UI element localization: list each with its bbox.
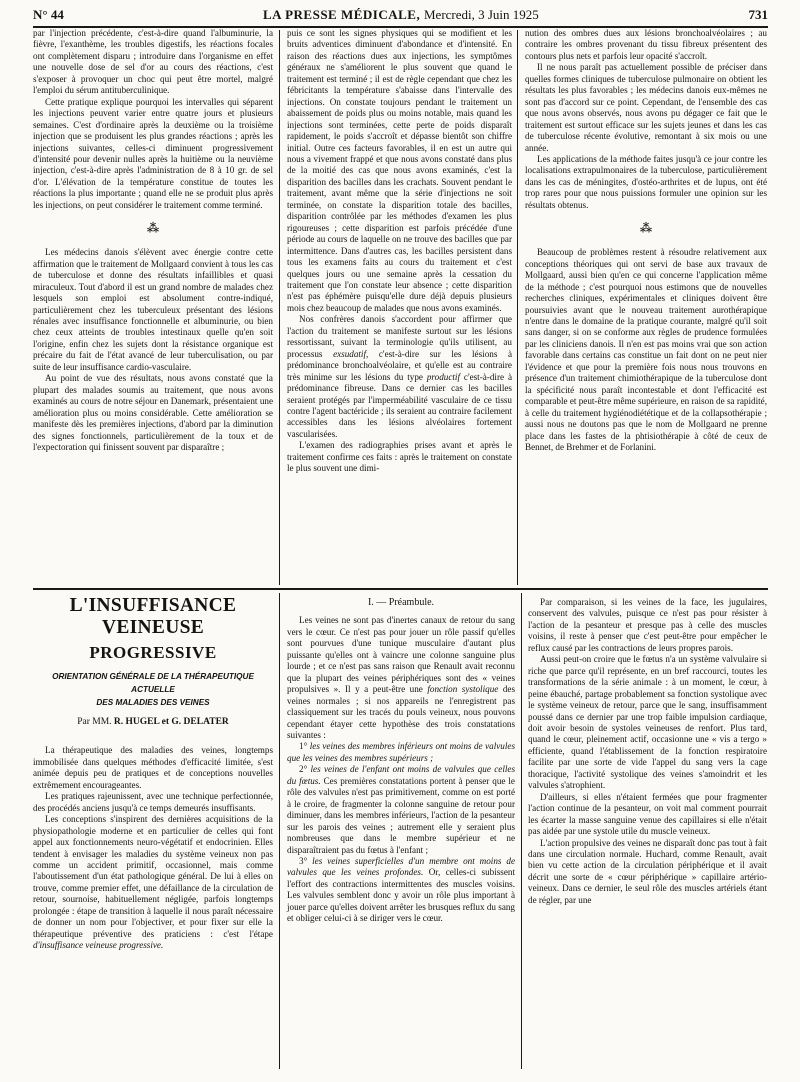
lower-column-2 — [287, 597, 515, 925]
paragraph — [287, 764, 515, 856]
column-rule — [517, 30, 518, 585]
section-heading: I. — Préambule. — [367, 597, 435, 608]
text-run: Les veines ne sont pas d'inertes canaux de retour du sang vers le cœur. Ce n'est pas pour jouer un rôle passif qu'elles sont pourvues d'une tunique musculaire d'autant plus puissante qu'elles ont à vaincre une colonne sanguine plus lourde ; et ce n'est pas sans raison que Renault avait reconnu que la plupart des veines périphériques sont des « veines propulsives ». Il y a peut-être une — [287, 615, 515, 695]
paragraph — [287, 856, 515, 925]
emphasis: productif — [426, 371, 460, 382]
text-run: , c'est-à-dire sur les lésions à prédominance bronchoalvéolaire, et qu'elle est au contraire très minime sur les lésions du type — [287, 348, 512, 382]
upper-column-1 — [33, 28, 273, 453]
emphasis: les veines des membres inférieurs ont moins de valvules que les veines des membres supérieurs ; — [287, 741, 515, 763]
paragraph: Les médecins danois s'élèvent avec énergie contre cette affirmation que le traitement de Mollgaard convient à tous les cas de tuberculose et donne des résultats infaillibles et quasi miraculeux. Tout d'abord il est un grand nombre de malades chez lesquels son emploi est absolument contre-indiqué, particulièrement chez les tuberculeux présentant des lésions rénales avec insuffisance fonctionnelle et albuminurie, ou bien chez ceux atteints de troubles intestinaux quelle qu'en soit l'origine, enfin chez les sujets dont la résistance organique est précaire du fait de l'état avancé de leur tuberculisation, ou par suite de leur insuffisance cardio-vasculaire. — [33, 247, 273, 372]
journal-masthead — [263, 7, 539, 23]
paragraph: Les pratiques rajeunissent, avec une technique perfectionnée, des procédés anciens jusqu'à ce temps demeurés insuffisants. — [33, 791, 273, 813]
article-title: L'INSUFFISANCE VEINEUSE — [69, 595, 237, 638]
emphasis: les veines superficielles d'un membre ont moins de valvules que les veines profondes. — [287, 855, 515, 878]
column-rule — [279, 593, 280, 1069]
paragraph — [287, 314, 512, 440]
journal-title: LA PRESSE MÉDICALE, — [263, 7, 421, 22]
column-rule — [279, 30, 280, 585]
emphasis: fonction systolique — [427, 684, 499, 695]
authors-prefix: Par MM. — [77, 717, 114, 727]
paragraph: L'action propulsive des veines ne disparaît donc pas tout à fait dans une circulation normale. Huchard, comme Renault, avait bien vu cette action de la circulation périphérique et il avait décrit une sorte de « cœur périphérique » capillaire artério-veineux. Dans ce dernier, le seul rôle des muscles artériels étant de régler, par une — [528, 837, 767, 905]
article-authors — [33, 717, 273, 728]
page-header — [33, 3, 768, 25]
text-run: Nos confrères danois s'accordent pour affirmer que l'action du traitement se manifeste surtout sur les lésions ressortissant, suivant la terminologie qu'ils utilisent, au processus — [287, 314, 512, 359]
paragraph: Par comparaison, si les veines de la face, les jugulaires, conservent des valvules, puisque ce n'est pas pour résister à l'action de la pesanteur et presque pas à celle des muscles voisins, il reste à penser que c'est peut-être pour empêcher le reflux causé par les contractions de leurs propres parois. — [528, 597, 767, 653]
issue-date: Mercredi, 3 Juin 1925 — [423, 7, 539, 22]
paragraph: nution des ombres dues aux lésions bronchoalvéolaires ; au contraire les ombres provenant du tissu fibreux présentent des contours plus nets et parfois leur opacité s'accroît. — [525, 28, 767, 61]
lower-column-1 — [33, 595, 273, 952]
text-run: 1° — [299, 741, 310, 752]
text-run: 2° — [299, 764, 311, 775]
text-run: des veines normales ; si nos appareils ne l'enregistrent pas classiquement sur les tracés du pouls veineux, nous pouvons cependant étayer cette hypothèse des trois constatations suivantes : — [287, 684, 516, 740]
emphasis: d'insuffisance veineuse progressive. — [33, 940, 164, 951]
paragraph: Beaucoup de problèmes restent à résoudre relativement aux conceptions théoriques qui ont servi de base aux travaux de Mollgaard, aussi bien qu'en ce qui concerne l'application même de la méthode ; c'est pourquoi nous estimons que de nouvelles recherches cliniques, expérimentales et cliniques doivent être poursuivies avant que le nouveau traitement aurothérapique n'entre dans le domaine de la pratique courante, malgré qu'il soit sans danger, si on se conforme aux règles de prudence formulées par les cliniciens danois. Il n'en est pas moins vrai que son action favorable dans certains cas constitue un fait dont on ne peut nier l'évidence et que pour la première fois nous nous trouvons en présence d'un traitement chimiothérapique de la tuberculose dont la spécificité nous paraît incontestable et dont l'efficacité est comparable et peut-être même supérieure, en raison de sa rapidité, à celle du traitement hygiénodiététique et de la collapsothérapie ; aussi nous ne doutons pas que le nom de Mollgaard ne prenne place dans les fastes de la phtisiothérapie à côté de ceux de Bennet, de Brehmer et de Forlanini. — [525, 247, 767, 452]
paragraph: Les applications de la méthode faites jusqu'à ce jour contre les localisations extrapulmonaires de la tuberculose, particulièrement dans les cas de méningites, d'ostéo-arthrites et de lupus, ont été trop rares pour que nous puissions formuler une opinion sur les résultats obtenus. — [525, 153, 767, 210]
page-number: 731 — [748, 7, 768, 22]
text-run: 3° — [299, 855, 313, 866]
paragraph — [33, 814, 273, 951]
paragraph: La thérapeutique des maladies des veines, longtemps immobilisée dans quelques méthodes d'efficacité limitée, s'est animée depuis peu de pratiques et de conceptions nouvelles extrêmement encourageantes. — [33, 745, 273, 790]
paragraph: L'examen des radiographies prises avant et après le traitement confirme ces faits : après le traitement on constate le plus souvent une dimi- — [287, 440, 512, 474]
section-separator: ⁂ — [146, 221, 160, 236]
paragraph: Aussi peut-on croire que le fœtus n'a un système valvulaire si riche que parce qu'il représente, en un bref raccourci, toutes les transformations de la série animale : à un moment, le cœur, à peine ébauché, partage probablement sa fonction systolique avec le système veineux de retour, parce que le sang, insuffisamment poussé dans ce dernier par une trop faible impulsion cardiaque, doit avoir besoin de systoles veineuses de renfort. Plus tard, quand le cœur, pleinement actif, occasionne une « vis a tergo » efficiente, quand l'établissement de la fonction respiratoire facilite par une sorte de vide l'appel du sang vers la cage thoracique, l'activité systolique des veines s'amoindrit et les valvules s'atrophient. — [528, 654, 767, 791]
paragraph: Au point de vue des résultats, nous avons constaté que la plupart des malades soumis au traitement, que nous avons examinés au cours de notre séjour en Danemark, présentaient une amélioration plus ou moins considérable. Cette amélioration se manifeste dès les premières injections, d'abord par la diminution des signes fonctionnels, particulièrement de la toux et de l'expectoration qui finissent souvent par disparaître ; — [33, 373, 273, 452]
paragraph: Cette pratique explique pourquoi les intervalles qui séparent les injections peuvent varier entre quatre jours et plusieurs semaines. C'est d'ordinaire après la deuxième ou la troisième injection que se produisent les plus grandes réactions ; après les injections suivantes, celles-ci diminuent progressivement d'intensité pour devenir nulles après la huitième ou la neuvième injection, c'est-à-dire après l'administration de 8 à 10 gr. de sel d'or. L'élévation de la température constitue de toutes les réactions la plus importante ; quand elle ne se produit plus après les injections, on peut considérer le traitement comme terminé. — [33, 96, 273, 210]
paragraph: puis ce sont les signes physiques qui se modifient et les bruits adventices diminuent d'abondance et d'intensité. En raison des réactions dues aux injections, les symptômes généraux ne s'améliorent le plus souvent que quand le traitement est terminé ; il est de règle cependant que chez les fébricitants la température s'abaisse dans l'intervalle des injections. On constate toujours pendant le traitement un abaissement de poids plus ou moins notable, mais quand les injections sont terminées, cette perte de poids disparaît rapidement, le poids s'accroît et dépasse bientôt son chiffre initial. Outre ces facteurs favorables, il en est un autre qui nous a vivement frappé et que nous avons constaté dans plus de la moitié des cas que nous avons examinés, c'est la disparition des bacilles dans les crachats. Souvent pendant le traitement, avant même que la série d'injections ne soit terminée, on constate la disparition totale des bacilles, disparition contrôlée par les méthodes d'examen les plus rigoureuses ; cette disparition est parfois précédée d'une période au cours de laquelle on ne trouve des bacilles que par intermittence. Dans d'autres cas, les bacilles persistent dans tous les examens faits au cours du traitement et c'est quelques jours ou une semaine après la cessation du traitement que l'on constate leur absence ; cette disparition n'est pas éphémère puisqu'elle dure déjà depuis plusieurs mois chez beaucoup de malades que nous avons examinés. — [287, 28, 512, 313]
article-subtitle: ORIENTATION GÉNÉRALE DE LA THÉRAPEUTIQUE — [52, 672, 254, 681]
paragraph — [287, 615, 515, 741]
text-run: c'est-à-dire à prédominance fibreuse. Dans ce dernier cas les bacilles seraient protégés par l'imperméabilité vasculaire de ce tissu contre l'agent bactéricide ; ils seraient au contraire facilement accessibles dans les lésions alvéolaires fortement vascularisées. — [287, 371, 512, 439]
paragraph: D'ailleurs, si elles n'étaient fermées que pour fragmenter l'action continue de la pesanteur, on voit mal comment pourrait les écarter la masse sanguine venue des capillaires si elle n'était pas aidée par une systole utile du muscle veineux. — [528, 791, 767, 837]
authors-names: R. HUGEL et G. DELATER — [113, 717, 229, 727]
emphasis: exsudatif — [333, 348, 367, 359]
paragraph — [287, 741, 515, 764]
upper-column-3 — [525, 28, 767, 453]
emphasis: les veines de l'enfant ont moins de valvules que celles du fœtus. — [287, 764, 515, 786]
upper-column-2 — [287, 28, 512, 475]
article-subtitle: ACTUELLE — [131, 685, 175, 694]
column-rule — [521, 593, 522, 1069]
text-run: Ces premières constatations portent à penser que le rôle des valvules n'est pas primitivement, comme on est porté à le croire, de fragmenter la colonne sanguine de retour pour diminuer, dans les membres inférieurs, l'action de la pesanteur sur les parois des veines ; autrement elle y seraient plus nombreuses que dans le membre supérieur et ne disparaîtraient pas du fœtus à l'enfant ; — [287, 775, 515, 855]
paragraph: par l'injection précédente, c'est-à-dire quand l'albuminurie, la fièvre, l'exanthème, les troubles digestifs, les réactions focales ont complètement disparu ; introduire dans l'organisme en effet une nouvelle dose de sel d'or au cours des réactions, c'est s'exposer à provoquer un choc qui peut être mortel, malgré l'emploi du sérum antituberculinique. — [33, 28, 273, 96]
issue-number: N° 44 — [33, 7, 64, 22]
text-run: Or, celles-ci subissent l'effort des contractions intermittentes des muscles voisins. Les valvules semblent donc y avoir un rôle plus important à jouer parce qu'elles doivent arrêter les brusques reflux du sang et obliger celui-ci à se diriger vers le cœur. — [287, 867, 515, 924]
lower-column-3 — [528, 597, 767, 906]
article-title-line-2: PROGRESSIVE — [89, 643, 217, 662]
article-separator-rule — [33, 588, 768, 590]
article-subtitle: DES MALADIES DES VEINES — [96, 698, 210, 707]
text-run: Les conceptions s'inspirent des dernières acquisitions de la physiopathologie moderne et en particulier de celles qui font appel aux fonctionnements neuro-végétatif et endocrinien. Elles tendent à envisager les maladies du système veineux non pas comme un accident primitif, occasionnel, mais comme l'aboutissement d'un état pathologique général. De lui à elles on trouve, comme premier effet, une défaillance de la circulation de retour, sournoise, habituellement négligée, parfois longtemps prolongée : étape de transition à laquelle il nous paraît nécessaire de donner un nom pour l'objectiver, et pour fixer sur elle la thérapeutique préventive des praticiens : c'est l'étape — [33, 814, 273, 939]
paragraph: Il ne nous paraît pas actuellement possible de préciser dans quelles formes cliniques de tuberculose pulmonaire on obtient les résultats les plus favorables ; les médecins danois eux-mêmes ne sont pas d'accord sur ce point. Cependant, de l'ensemble des cas que nous avons observés, nous avons pu dégager ce fait que le traitement est surtout efficace sur les sujets jeunes et dans les cas de tuberculose récente évolutive, remontant à six mois ou une année. — [525, 62, 767, 153]
section-separator: ⁂ — [639, 221, 653, 236]
